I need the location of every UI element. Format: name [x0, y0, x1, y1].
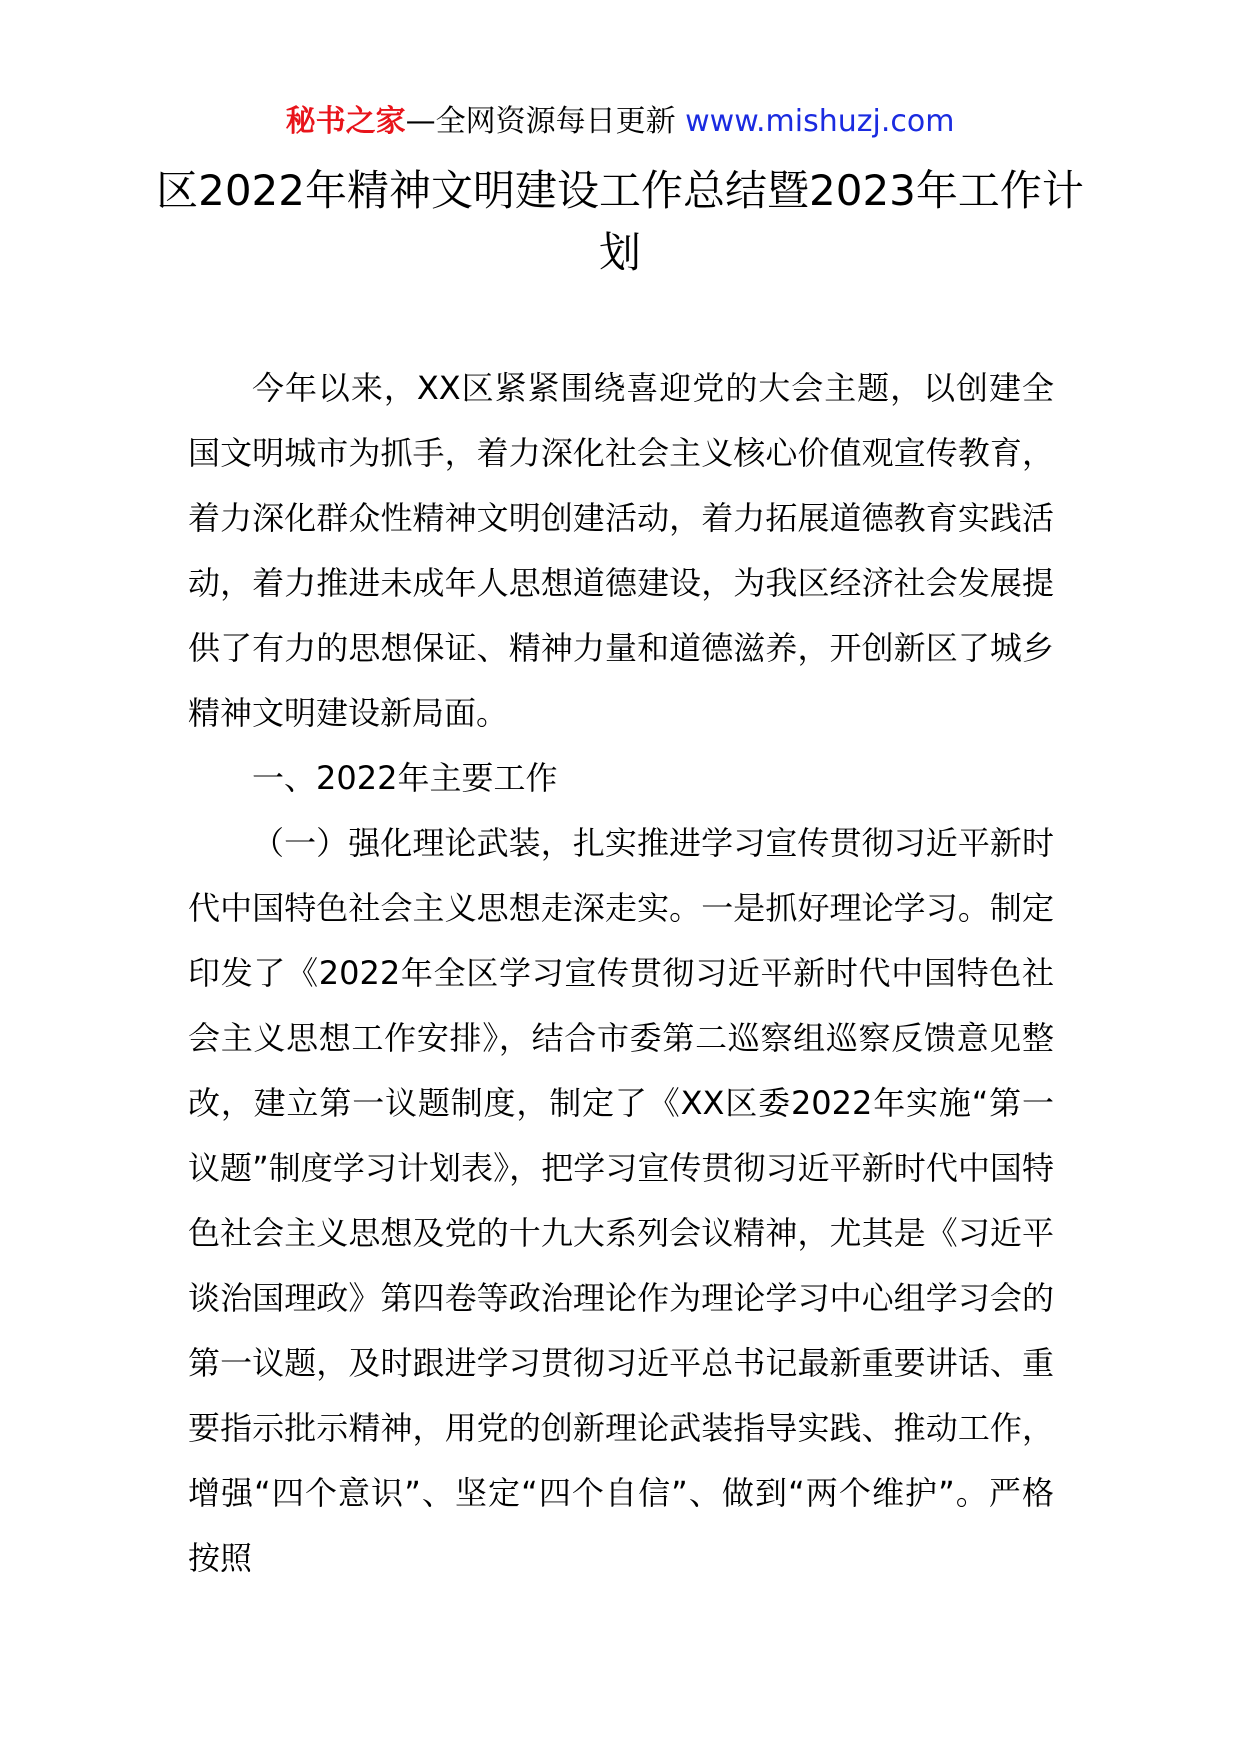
section-heading: 一、2022年主要工作 [252, 759, 558, 797]
brand-name: 秘书之家 [285, 104, 406, 139]
watermark-header [0, 100, 1240, 144]
header-tagline: —全网资源每日更新 [405, 104, 686, 139]
paragraph-intro: 今年以来，XX区紧紧围绕喜迎党的大会主题，以创建全国文明城市为抓手，着力深化社会主义核心价值观宣传教育，着力深化群众性精神文明创建活动，着力拓展道德教育实践活动，着力推进未成年人思想道德建设，为我区经济社会发展提供了有力的思想保证、精神力量和道德滋养，开创新区了城乡精神文明建设新局面。 [188, 369, 1054, 732]
document-title: 区2022年精神文明建设工作总结暨2023年工作计划 [156, 166, 1084, 277]
document-body [188, 356, 1054, 1591]
site-url: www.mishuzj.com [685, 104, 955, 139]
paragraph-theory: （一）强化理论武装，扎实推进学习宣传贯彻习近平新时代中国特色社会主义思想走深走实。一是抓好理论学习。制定印发了《2022年全区学习宣传贯彻习近平新时代中国特色社会主义思想工作安排》，结合市委第二巡察组巡察反馈意见整改，建立第一议题制度，制定了《XX区委2022年实施“第一议题”制度学习计划表》，把学习宣传贯彻习近平新时代中国特色社会主义思想及党的十九大系列会议精神，尤其是《习近平谈治国理政》第四卷等政治理论作为理论学习中心组学习会的第一议题，及时跟进学习贯彻习近平总书记最新重要讲话、重要指示批示精神，用党的创新理论武装指导实践、推动工作，增强“四个意识”、坚定“四个自信”、做到“两个维护”。严格按照 [188, 824, 1054, 1577]
